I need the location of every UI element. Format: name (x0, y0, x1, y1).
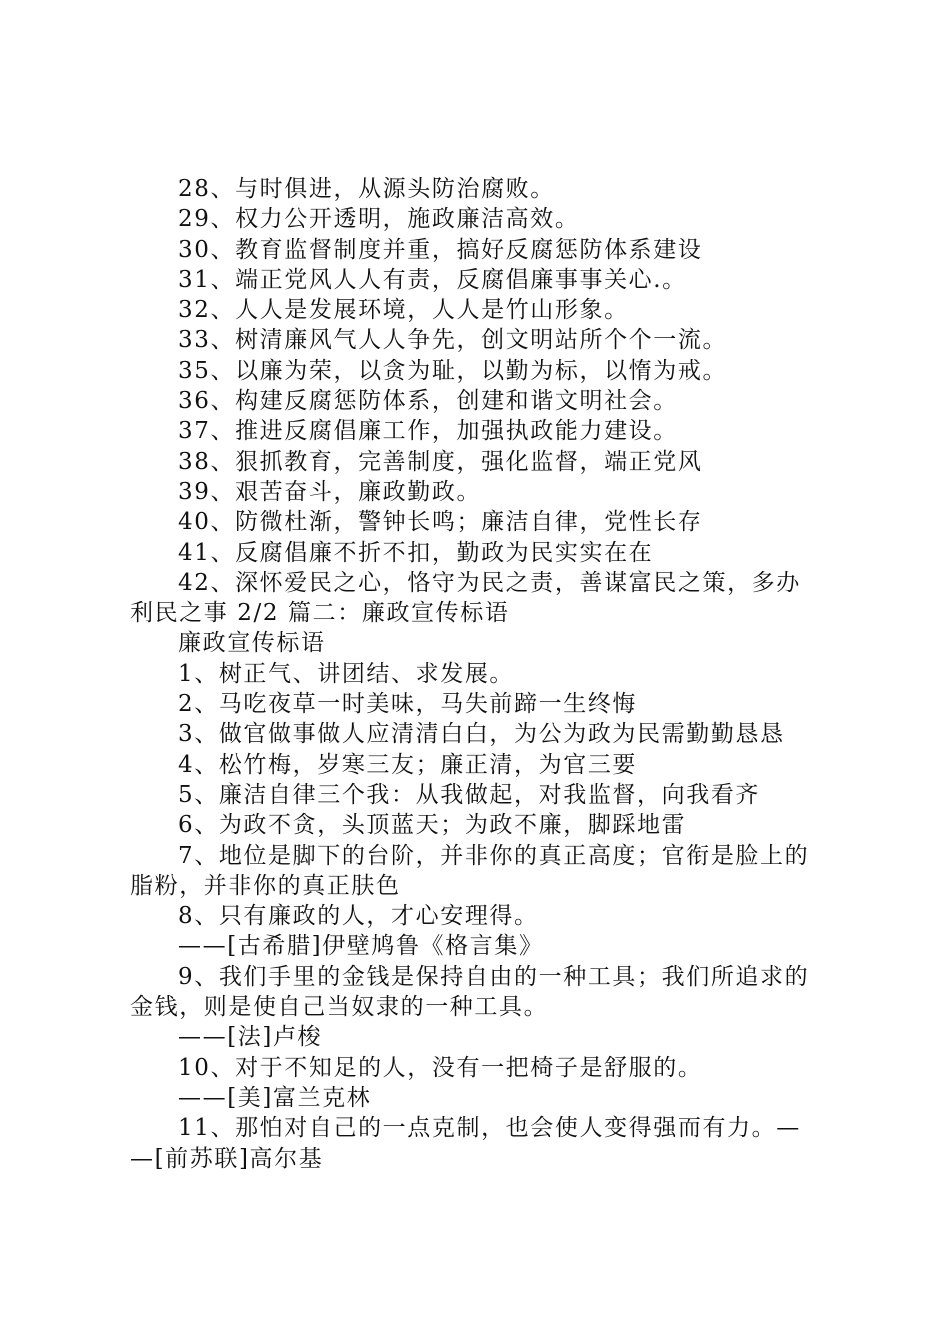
attribution-line: ——[美]富兰克林 (178, 1084, 372, 1111)
text-line: 11、那怕对自己的一点克制，也会使人变得强而有力。— (178, 1115, 801, 1142)
text-line: 40、防微杜渐，警钟长鸣；廉洁自律，党性长存 (178, 509, 703, 536)
text-line: 32、人人是发展环境，人人是竹山形象。 (178, 297, 629, 324)
attribution-line: —[前苏联]高尔基 (130, 1145, 324, 1172)
text-line: 31、端正党风人人有责，反腐倡廉事事关心.。 (178, 266, 687, 293)
text-line: 1、树正气、讲团结、求发展。 (178, 660, 515, 687)
text-line: 利民之事 2/2 篇二：廉政宣传标语 (130, 600, 510, 627)
text-line: 28、与时俱进，从源头防治腐败。 (178, 176, 555, 202)
attribution-line: ——[法]卢梭 (178, 1024, 323, 1051)
text-line: 6、为政不贪，头顶蓝天；为政不廉，脚踩地雷 (178, 812, 687, 839)
text-line: 35、以廉为荣，以贪为耻，以勤为标，以惰为戒。 (178, 357, 728, 384)
text-line: 3、做官做事做人应清清白白，为公为政为民需勤勤恳恳 (178, 721, 785, 748)
text-line: 39、艰苦奋斗，廉政勤政。 (178, 478, 482, 505)
text-line: 2、马吃夜草一时美味，马失前蹄一生终悔 (178, 691, 638, 718)
text-line: 42、深怀爱民之心，恪守为民之责，善谋富民之策，多办 (178, 569, 801, 596)
text-line: 9、我们手里的金钱是保持自由的一种工具；我们所追求的 (178, 963, 810, 990)
text-line: 4、松竹梅，岁寒三友；廉正清，为官三要 (178, 751, 638, 778)
text-line: 金钱，则是使自己当奴隶的一种工具。 (130, 994, 549, 1021)
text-line: 5、廉洁自律三个我：从我做起，对我监督，向我看齐 (178, 781, 761, 808)
text-line: 38、狠抓教育，完善制度，强化监督，端正党风 (178, 448, 703, 475)
text-line: 29、权力公开透明，施政廉洁高效。 (178, 206, 580, 233)
text-line: 脂粉，并非你的真正肤色 (130, 872, 401, 899)
text-line: 7、地位是脚下的台阶，并非你的真正高度；官衔是脸上的 (178, 842, 810, 869)
text-line: 8、只有廉政的人，才心安理得。 (178, 903, 539, 930)
attribution-line: ——[古希腊]伊壁鸠鲁《格言集》 (178, 933, 544, 960)
text-line: 37、推进反腐倡廉工作，加强执政能力建设。 (178, 418, 678, 445)
section-heading: 廉政宣传标语 (178, 630, 326, 657)
document-body (130, 174, 840, 1174)
text-line: 30、教育监督制度并重，搞好反腐惩防体系建设 (178, 236, 703, 263)
text-line: 41、反腐倡廉不折不扣，勤政为民实实在在 (178, 539, 654, 566)
text-line: 10、对于不知足的人，没有一把椅子是舒服的。 (178, 1054, 703, 1081)
text-line: 36、构建反腐惩防体系，创建和谐文明社会。 (178, 388, 678, 415)
text-line: 33、树清廉风气人人争先，创文明站所个个一流。 (178, 327, 728, 354)
